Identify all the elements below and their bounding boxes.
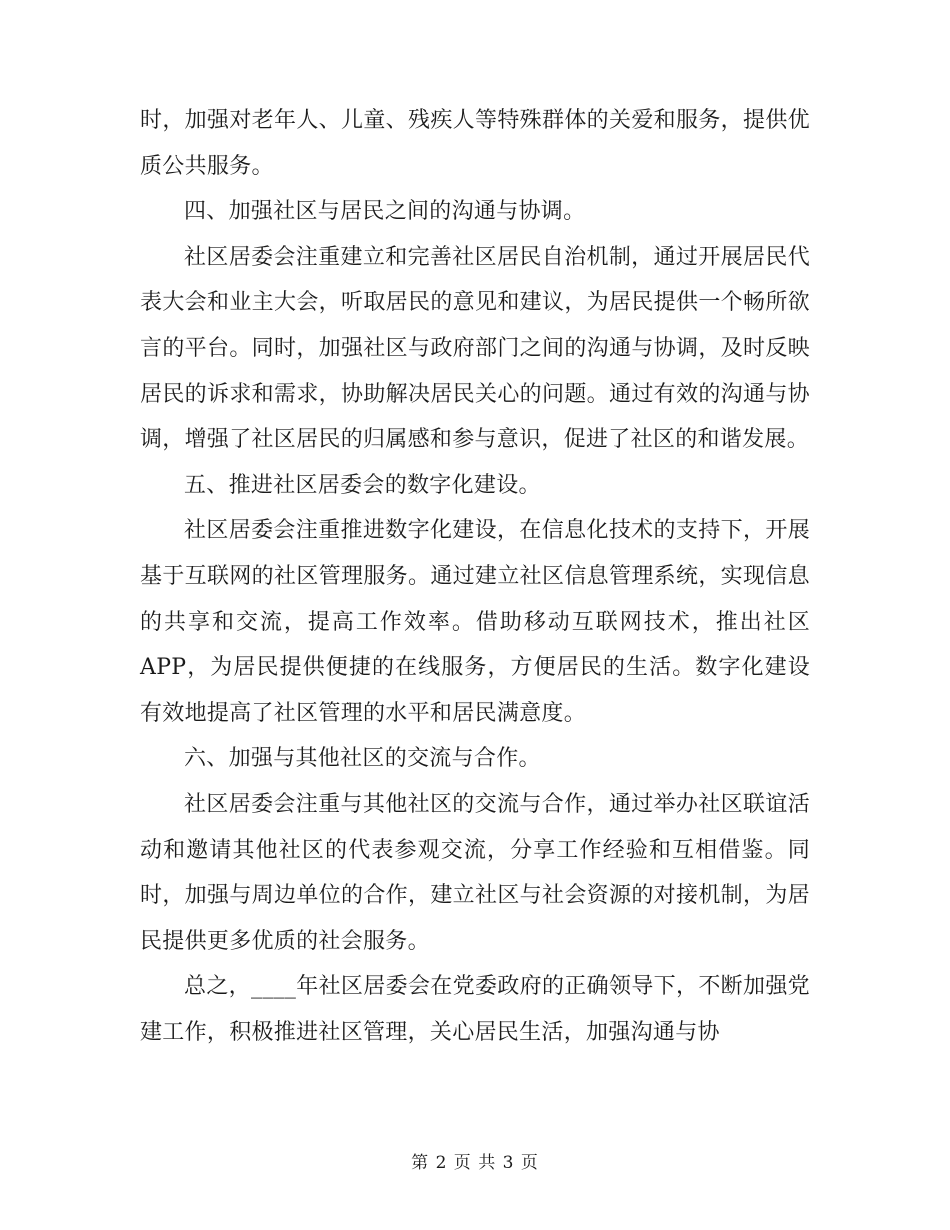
section-heading-4: 四、加强社区与居民之间的沟通与协调。 (184, 199, 586, 225)
page-footer (0, 1148, 950, 1173)
page-number-label: 第 2 页 共 3 页 (411, 1153, 539, 1173)
paragraph-communication: 社区居委会注重建立和完善社区居民自治机制，通过开展居民代表大会和业主大会，听取居民的意见和建议，为居民提供一个畅所欲言的平台。同时，加强社区与政府部门之间的沟通与协调，及时反映居民的诉求和需求，协助解决居民关心的问题。通过有效的沟通与协调，增强了社区居民的归属感和参与意识，促进了社区的和谐发展。 (140, 244, 810, 453)
section-heading-5: 五、推进社区居委会的数字化建设。 (184, 472, 541, 498)
paragraph-summary: 总之，____年社区居委会在党委政府的正确领导下，不断加强党建工作，积极推进社区管理，关心居民生活，加强沟通与协 (140, 974, 810, 1045)
section-heading-6: 六、加强与其他社区的交流与合作。 (184, 746, 541, 772)
paragraph-digitalization: 社区居委会注重推进数字化建设，在信息化技术的支持下，开展基于互联网的社区管理服务。通过建立社区信息管理系统，实现信息的共享和交流，提高工作效率。借助移动互联网技术，推出社区APP，为居民提供便捷的在线服务，方便居民的生活。数字化建设有效地提高了社区管理的水平和居民满意度。 (140, 518, 810, 726)
paragraph-cooperation: 社区居委会注重与其他社区的交流与合作，通过举办社区联谊活动和邀请其他社区的代表参观交流，分享工作经验和互相借鉴。同时，加强与周边单位的合作，建立社区与社会资源的对接机制，为居民提供更多优质的社会服务。 (140, 791, 810, 954)
document-body (140, 98, 810, 1055)
paragraph-continuation: 时，加强对老年人、儿童、残疾人等特殊群体的关爱和服务，提供优质公共服务。 (140, 108, 810, 179)
